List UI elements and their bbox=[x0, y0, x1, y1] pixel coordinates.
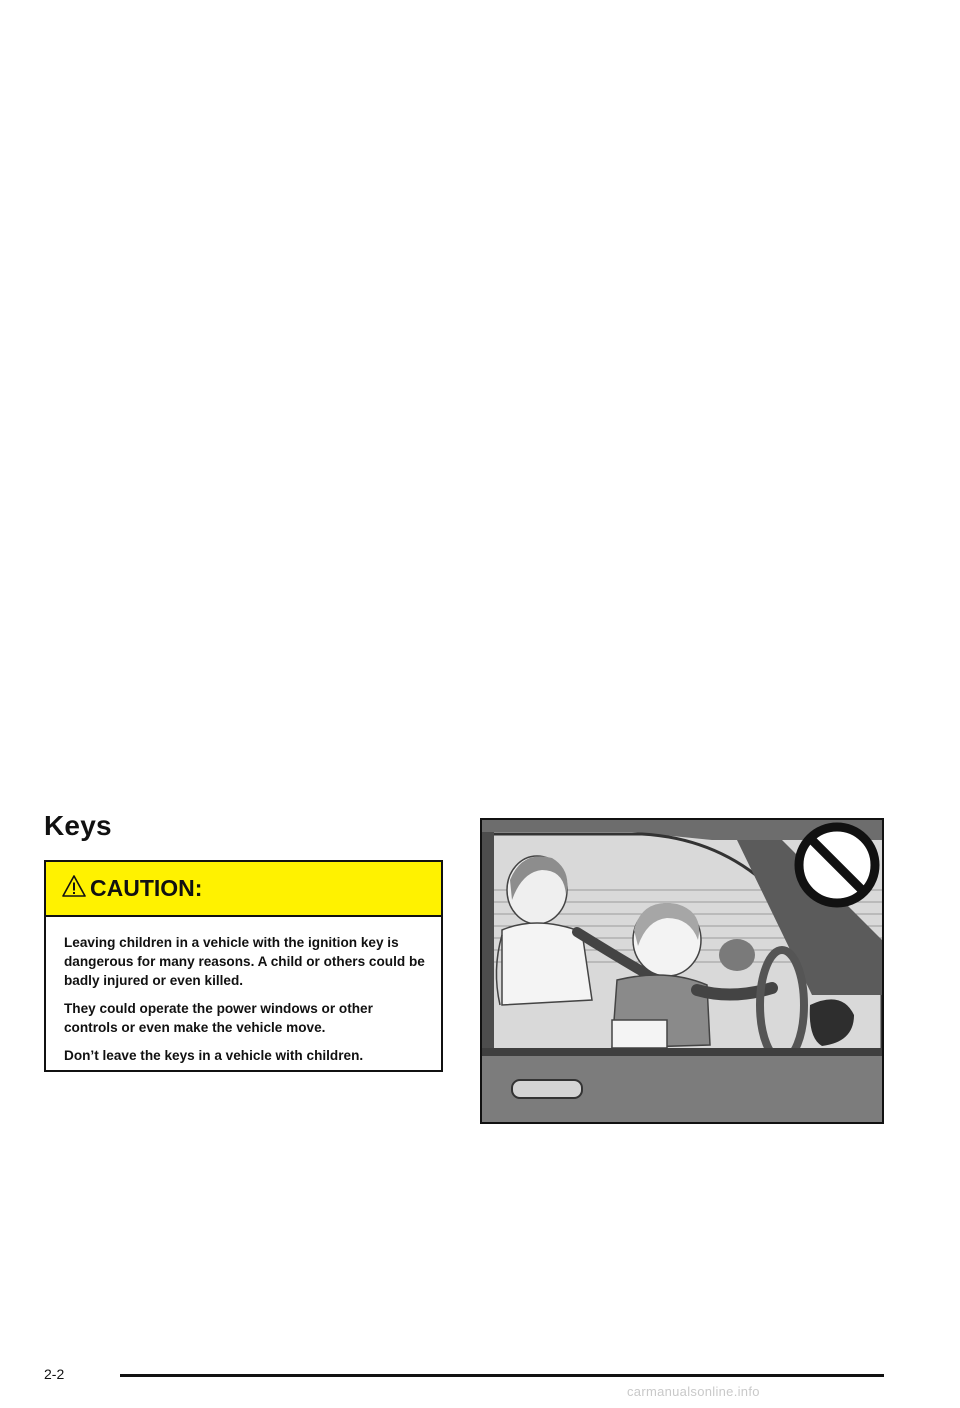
section-title: Keys bbox=[44, 810, 112, 841]
caution-header bbox=[46, 862, 441, 917]
caution-paragraph: Don’t leave the keys in a vehicle with children. bbox=[64, 1048, 364, 1063]
prohibition-icon bbox=[799, 827, 875, 903]
warning-triangle-icon bbox=[62, 874, 86, 898]
caution-body bbox=[46, 917, 441, 1065]
caution-label: CAUTION: bbox=[90, 875, 203, 901]
caution-paragraph: Leaving children in a vehicle with the ignition key is dangerous for many reasons. A child or others could be badly injured or even killed. bbox=[64, 935, 425, 988]
caution-box bbox=[44, 860, 443, 1072]
illustration-drawing bbox=[482, 820, 882, 1122]
caution-paragraph: They could operate the power windows or other controls or even make the vehicle move. bbox=[64, 1001, 373, 1035]
watermark: carmanualsonline.info bbox=[627, 1384, 760, 1399]
page-number: 2-2 bbox=[44, 1366, 65, 1382]
children-in-vehicle-illustration bbox=[480, 818, 884, 1124]
footer-rule bbox=[120, 1374, 884, 1377]
